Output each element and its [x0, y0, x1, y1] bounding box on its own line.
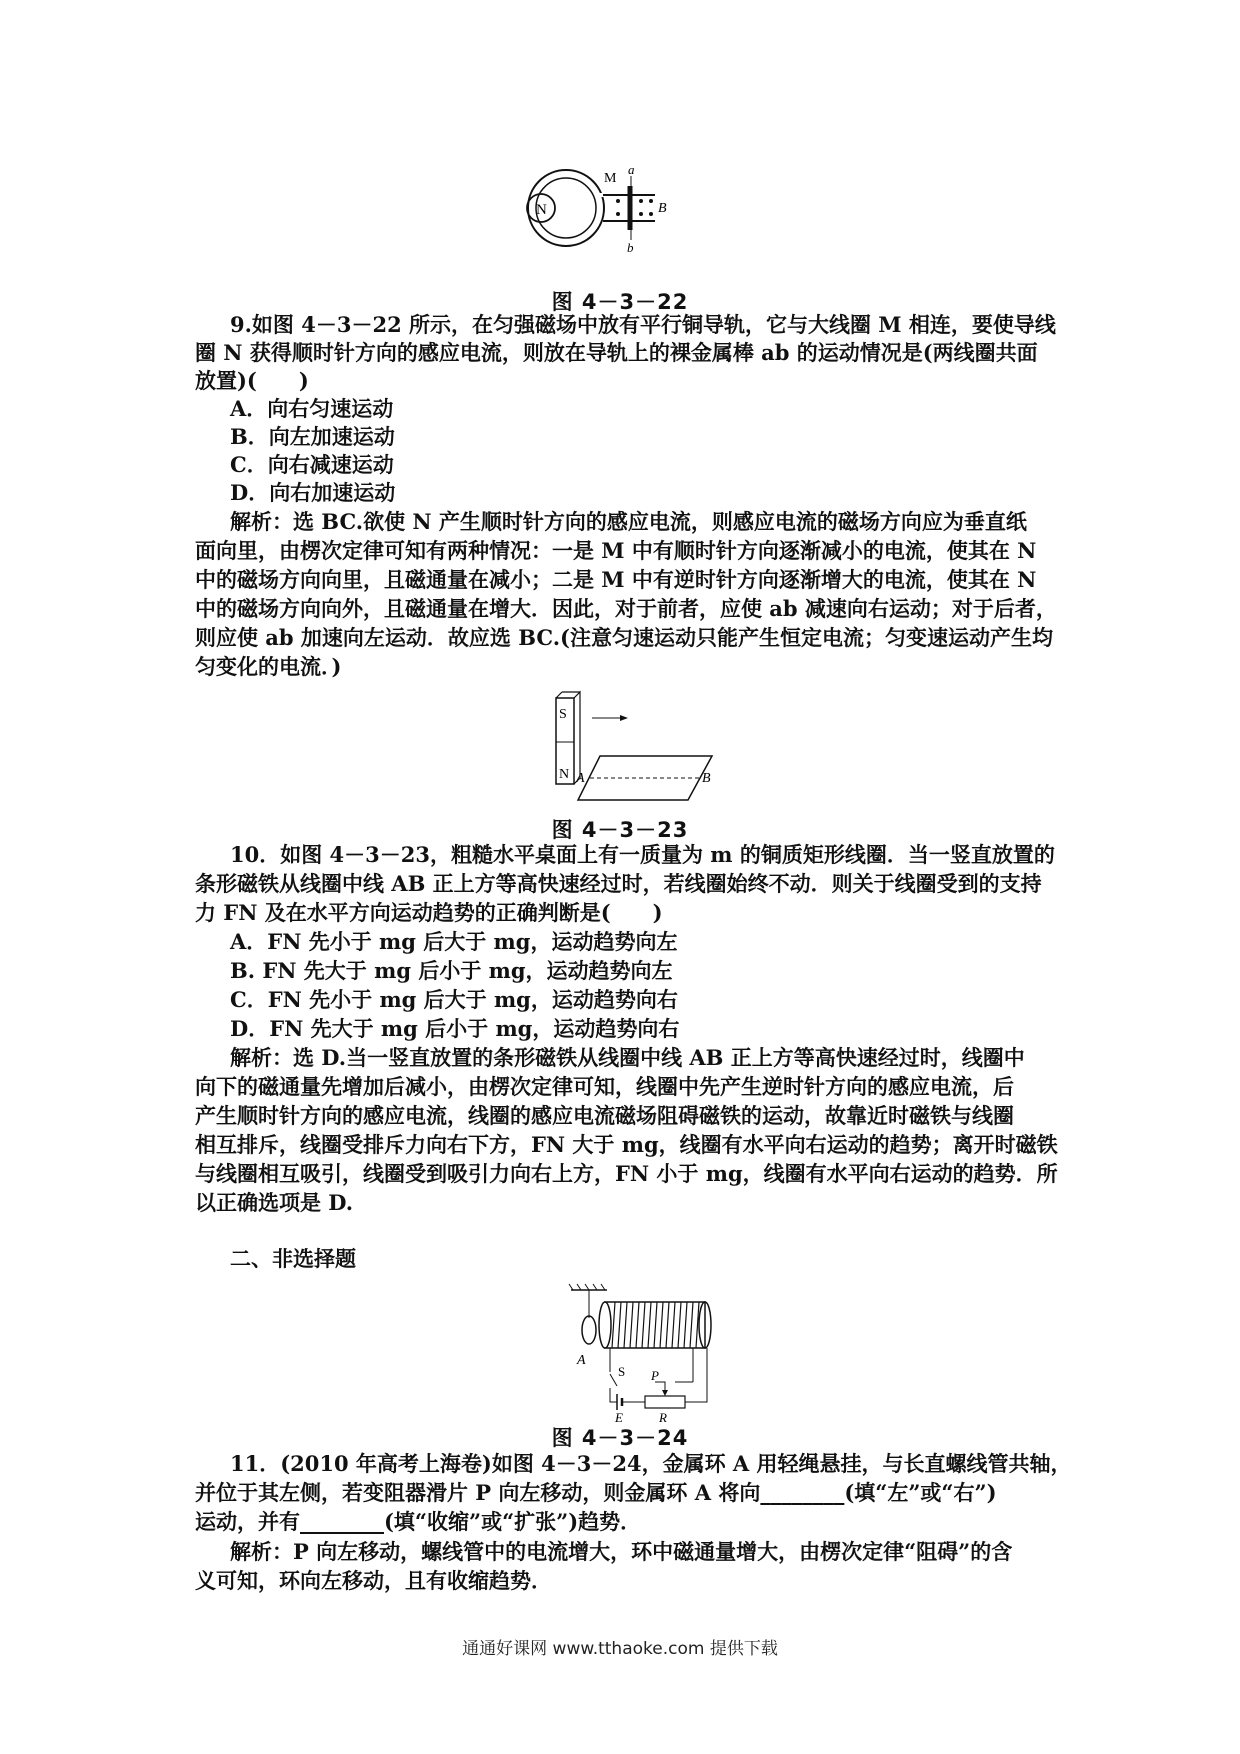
figure-caption: 图 4－3－22 [551, 290, 689, 314]
figure-label: N [559, 767, 570, 782]
question-10-stem-line: 10．如图 4－3－23，粗糙水平桌面上有一质量为 m 的铜质矩形线圈．当一竖直放置的 [230, 842, 1055, 867]
question-11-analysis-line: 解析：P 向左移动，螺线管中的电流增大，环中磁通量增大，由楞次定律“阻碍”的含 [230, 1539, 1013, 1564]
question-9-analysis-line: 中的磁场方向向里，且磁通量在减小；二是 M 中有逆时针方向逐渐增大的电流，使其在 N [195, 567, 1037, 592]
question-11-stem-line: 并位于其左侧，若变阻器滑片 P 向左移动，则金属环 A 将向________(填“左”或“右”) [195, 1480, 997, 1505]
figure-label: A [576, 771, 585, 786]
question-10-analysis-line: 向下的磁通量先增加后减小，由楞次定律可知，线圈中先产生逆时针方向的感应电流，后 [195, 1074, 1014, 1099]
question-9-analysis-line: 解析：选 BC.欲使 N 产生顺时针方向的感应电流，则感应电流的磁场方向应为垂直纸 [230, 509, 1027, 534]
question-9-analysis-line: 面向里，由楞次定律可知有两种情况：一是 M 中有顺时针方向逐渐减小的电流，使其在 N [195, 538, 1037, 563]
question-9-option: A．向右匀速运动 [230, 396, 394, 421]
question-10-analysis-line: 相互排斥，线圈受排斥力向右下方，FN 大于 mg，线圈有水平向右运动的趋势；离开时磁铁 [195, 1132, 1058, 1157]
question-10-option: B. FN 先大于 mg 后小于 mg，运动趋势向左 [230, 958, 673, 983]
question-10-option: A．FN 先小于 mg 后大于 mg，运动趋势向左 [230, 929, 678, 954]
figure-4-3-22 [500, 168, 740, 286]
figure-label: B [658, 201, 667, 216]
question-11-stem-line: 11．(2010 年高考上海卷)如图 4－3－24，金属环 A 用轻绳悬挂，与长直螺线管共轴， [230, 1451, 1072, 1476]
figure-caption: 图 4－3－23 [551, 818, 689, 842]
question-11-analysis-line: 义可知，环向左移动，且有收缩趋势． [195, 1568, 552, 1593]
question-9-analysis-line: 则应使 ab 加速向左运动．故应选 BC.(注意匀速运动只能产生恒定电流；匀变速运动产生均 [195, 625, 1053, 650]
question-10-option: C．FN 先小于 mg 后大于 mg，运动趋势向右 [230, 987, 678, 1012]
question-9-option: D．向右加速运动 [230, 480, 396, 505]
figure-4-3-23 [550, 688, 720, 816]
question-10-analysis-line: 以正确选项是 D. [195, 1190, 354, 1215]
question-11-stem-line: 运动，并有________(填“收缩”或“扩张”)趋势． [195, 1509, 642, 1534]
question-9-analysis-line: 中的磁场方向向外，且磁通量在增大．因此，对于前者，应使 ab 减速向右运动；对于后者， [195, 596, 1057, 621]
figure-label: R [659, 1410, 667, 1422]
section-title: 二、非选择题 [230, 1246, 356, 1271]
question-9-stem-line: 圈 N 获得顺时针方向的感应电流，则放在导轨上的裸金属棒 ab 的运动情况是(两线圈共面 [195, 340, 1038, 365]
figure-label: E [615, 1410, 623, 1422]
question-10-analysis-line: 产生顺时针方向的感应电流，线圈的感应电流磁场阻碍磁铁的运动，故靠近时磁铁与线圈 [195, 1103, 1014, 1128]
figure-label: P [651, 1368, 659, 1383]
question-10-analysis-line: 解析：选 D.当一竖直放置的条形磁铁从线圈中线 AB 正上方等高快速经过时，线圈中 [230, 1045, 1025, 1070]
figure-label: A [577, 1353, 586, 1368]
question-10-stem-line: 力 FN 及在水平方向运动趋势的正确判断是( ) [195, 900, 663, 925]
question-9-stem-line: 放置)( ) [195, 368, 309, 393]
figure-label: a [628, 168, 635, 177]
question-10-stem-line: 条形磁铁从线圈中线 AB 正上方等高快速经过时，若线圈始终不动．则关于线圈受到的支持 [195, 871, 1042, 896]
question-9-option: C．向右减速运动 [230, 452, 394, 477]
question-10-analysis-line: 与线圈相互吸引，线圈受到吸引力向右上方，FN 小于 mg，线圈有水平向右运动的趋势．所 [195, 1161, 1058, 1186]
question-9-analysis-line: 匀变化的电流．) [195, 654, 342, 679]
figure-label: M [604, 171, 617, 186]
figure-caption: 图 4－3－24 [551, 1426, 689, 1450]
figure-4-3-24 [565, 1282, 720, 1422]
figure-label: N [536, 202, 547, 218]
question-9-option: B．向左加速运动 [230, 424, 395, 449]
figure-label: B [702, 771, 711, 786]
footer-text: 通通好课网 www.tthaoke.com 提供下载 [462, 1639, 778, 1659]
question-10-option: D．FN 先大于 mg 后小于 mg，运动趋势向右 [230, 1016, 680, 1041]
figure-label: b [627, 240, 634, 255]
figure-label: S [618, 1364, 626, 1379]
question-9-stem-line: 9.如图 4－3－22 所示，在匀强磁场中放有平行铜导轨，它与大线圈 M 相连，要使导线 [230, 312, 1056, 337]
figure-label: S [559, 707, 567, 722]
